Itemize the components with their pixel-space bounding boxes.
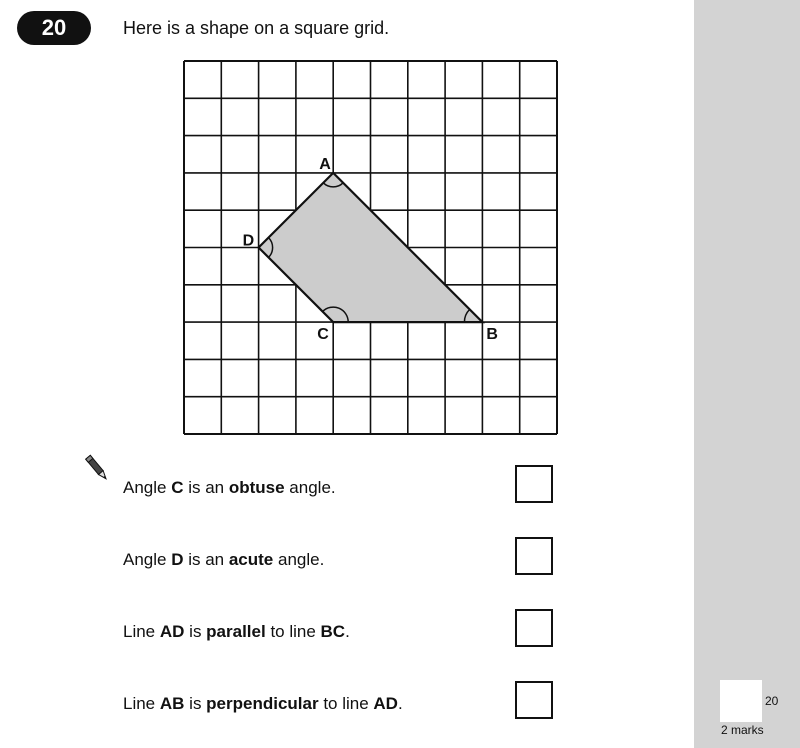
pencil-icon (84, 452, 110, 484)
marks-box (720, 680, 762, 722)
vertex-label-d: D (242, 232, 255, 250)
statement-angle-c: Angle C is an obtuse angle. (123, 478, 336, 497)
question-prompt: Here is a shape on a square grid. (123, 18, 390, 38)
tick-box-2[interactable] (515, 537, 553, 575)
statement-ad-parallel-bc: Line AD is parallel to line BC. (123, 622, 350, 641)
tick-box-4[interactable] (515, 681, 553, 719)
statement-ab-perpendicular-ad: Line AB is perpendicular to line AD. (123, 694, 403, 713)
tick-box-1[interactable] (515, 465, 553, 503)
vertex-label-c: C (317, 326, 329, 344)
marks-question-number: 20 (765, 694, 779, 708)
vertex-label-a: A (319, 155, 331, 173)
vertex-label-b: B (486, 326, 498, 344)
marks-label: 2 marks (721, 723, 764, 737)
question-number: 20 (41, 15, 67, 40)
tick-box-3[interactable] (515, 609, 553, 647)
statement-angle-d: Angle D is an acute angle. (123, 550, 325, 569)
